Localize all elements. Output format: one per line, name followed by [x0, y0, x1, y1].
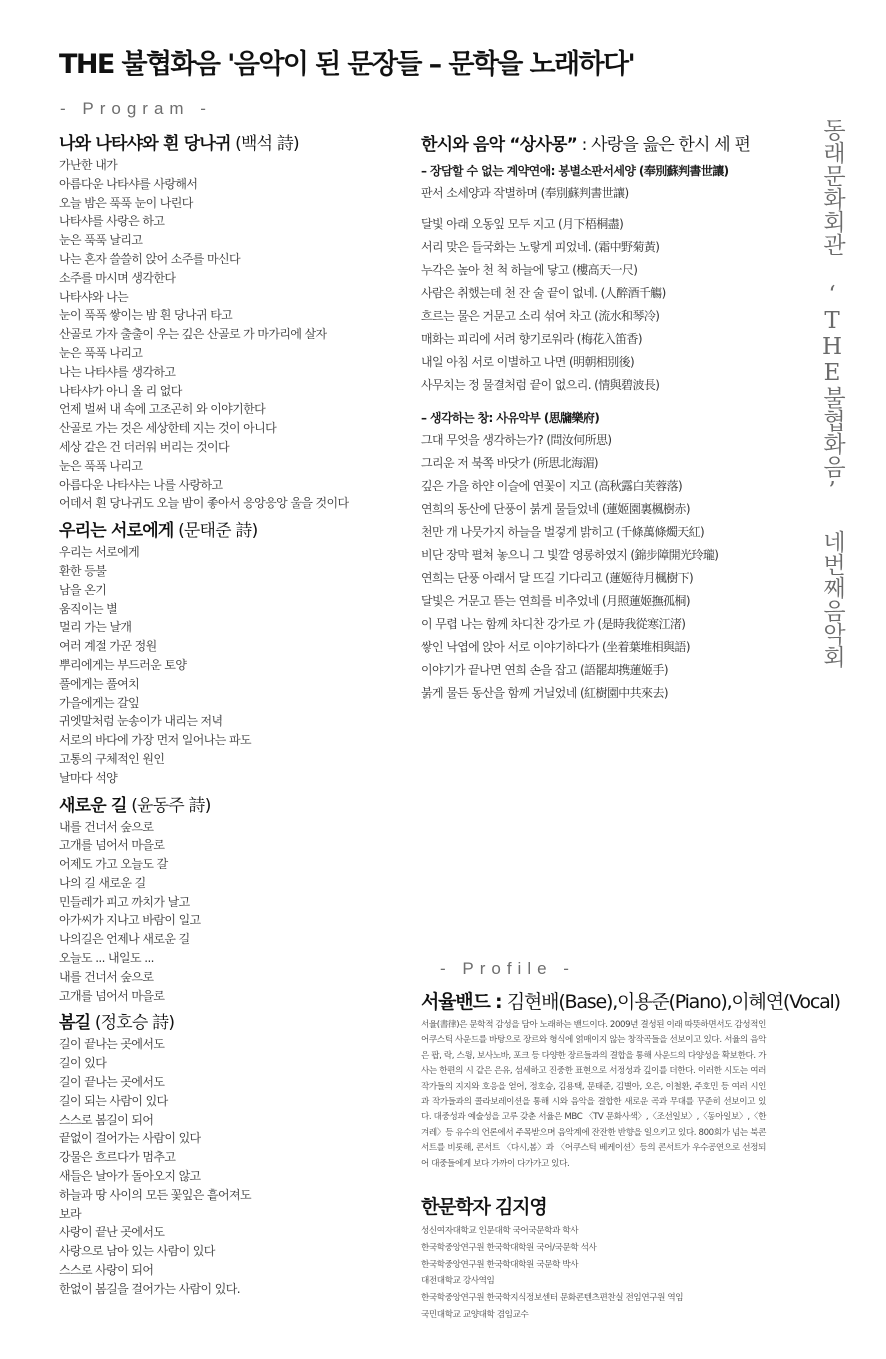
poem-title-text: 우리는 서로에게: [59, 521, 174, 542]
hansi-line: 그대 무엇을 생각하는가? (問汝何所思): [421, 433, 612, 447]
band-description: 서율(書律)은 문학적 감성을 담아 노래하는 밴드이다. 2009년 결성된 이래 따뜻하면서도 감성적인 어쿠스틱 사운드를 바탕으로 장르와 형식에 얽매이지 않는 창작곡들을 선보이고 있다. 서율의 음악은 팝, 락, 스윙, 보사노바, 포크 등 다양한 장르들과의 결합을 통해 사운드의 다양성을 확보한다. 가사는 한편의 시 같은 은유, 섬세하고 진중한 표현으로 서정성과 깊이를 더한다. 이러한 시도는 여러 작가들의 지지와 호응을 얻어, 정호승, 김용택, 문태준, 김별아, 오은, 이철환, 주호민 등 여러 시인과 작가들과의 콜라보레이션을 통해 시와 음악을 결합한 새로운 곡과 무대를 꾸준히 선보이고 있다. 대중성과 예술성을 고루 갖춘 서율은 MBC 〈TV 문화사색〉,〈조선일보〉,〈동아일보〉,〈한겨레〉등 유수의 언론에서 주목받으며 음악계에 잔잔한 반향을 일으키고 있다. 800회가 넘는 북콘서트를 비롯해, 콘서트 〈다시,봄〉과 〈어쿠스틱 베케이션〉등의 콘서트가 우수공연으로 선정되어 대중들에게 보다 가까이 다가가고 있다.: [421, 1020, 766, 1169]
poem-line: 움직이는 별: [59, 601, 118, 616]
hansi-line: 서리 맞은 들국화는 노랗게 피었네. (霜中野菊黃): [421, 240, 660, 254]
poem-line: 날마다 석양: [59, 770, 118, 785]
poem-title: [59, 519, 389, 543]
hansi-line: 연희의 동산에 단풍이 붉게 물들었네 (蓮姬園裏楓樹赤): [421, 502, 690, 516]
poem-line: 나타샤를 사랑은 하고: [59, 214, 165, 229]
poem-line: 스스로 봄길이 되어: [59, 1112, 154, 1127]
hansi-line: 사무치는 정 물결처럼 끝이 없으리. (情與碧波長): [421, 378, 660, 392]
poem-line: 산골로 가자 출출이 우는 깊은 산골로 가 마가리에 살자: [59, 327, 327, 342]
poem-spring-road: [59, 1011, 389, 1298]
poem-lines: [59, 543, 389, 787]
spacer: [421, 397, 781, 405]
poem-line: 남을 온기: [59, 582, 107, 597]
hansi-line: 비단 장막 펼쳐 놓으니 그 빛깔 영롱하였지 (錦步障開光玲瓏): [421, 548, 719, 562]
credential-item: 한국학중앙연구원 한국학대학원 국어/국문학 석사: [421, 1242, 597, 1253]
poem-author: (문태준 詩): [173, 521, 258, 542]
poem-line: 귀엣말처럼 눈송이가 내리는 저녁: [59, 714, 223, 729]
hansi-line: 그리운 저 북쪽 바닷가 (所思北海湄): [421, 456, 598, 470]
poem-line: 오늘 밤은 푹푹 눈이 나린다: [59, 195, 193, 210]
credential-item: 한국학중앙연구원 한국학지식정보센터 문화콘텐츠편찬실 전임연구원 역임: [421, 1293, 684, 1304]
poem-line: 서로의 바다에 가장 먼저 일어나는 파도: [59, 733, 251, 748]
poem-line: 사랑으로 남아 있는 사람이 있다: [59, 1244, 215, 1259]
side-banner: 동래문화회관 ‘THE불협화음’ 네번째음악회: [819, 118, 845, 668]
poem-line: 고개를 넘어서 마을로: [59, 988, 165, 1003]
credential-item: 국민대학교 교양대학 겸임교수: [421, 1309, 529, 1320]
poem-lines: [59, 1035, 389, 1298]
hansi-line: 이야기가 끝나면 연희 손을 잡고 (語罷却携蓮姬手): [421, 663, 668, 677]
hansi-line: 연희는 단풍 아래서 달 뜨길 기다리고 (蓮姬待月楓樹下): [421, 571, 694, 585]
poem-line: 나의길은 언제나 새로운 길: [59, 932, 190, 947]
poem-line: 여러 계절 가꾼 정원: [59, 639, 157, 654]
hansi-intro: 판서 소세양과 작별하며 (奉別蘇判書世讓): [421, 186, 629, 200]
hansi-lines: [421, 429, 781, 705]
band-name-prefix: 서율밴드 :: [421, 991, 507, 1013]
poem-new-road: [59, 794, 389, 1006]
poem-line: 하늘과 땅 사이의 모든 꽃잎은 흩어져도: [59, 1187, 251, 1202]
poem-line: 풀에게는 풀여치: [59, 676, 140, 691]
hansi-line: 매화는 피리에 서려 향기로워라 (梅花入笛香): [421, 332, 642, 346]
poem-lines: [59, 818, 389, 1006]
poem-line: 가을에게는 갈잎: [59, 695, 140, 710]
hansi-line: 이 무렵 나는 함께 차디찬 강가로 가 (是時我從寒江渚): [421, 617, 686, 631]
hansi-line: 달빛 아래 오동잎 모두 지고 (月下梧桐盡): [421, 217, 624, 231]
scholar-credentials: [421, 1223, 766, 1324]
poem-line: 오늘도 ... 내일도 ...: [59, 951, 154, 966]
poem-line: 눈은 푹푹 나리고: [59, 345, 143, 360]
poem-line: 가난한 내가: [59, 158, 118, 172]
poem-line: 나타샤와 나는: [59, 289, 129, 304]
hansi-line: 내일 아침 서로 이별하고 나면 (明朝相別後): [421, 355, 635, 369]
poem-line: 내를 건너서 숲으로: [59, 819, 154, 834]
band-members: 김현배(Base),이용준(Piano),이혜연(Vocal): [506, 991, 840, 1013]
poem-line: 눈이 푹푹 쌓이는 밤 흰 당나귀 타고: [59, 308, 233, 323]
credential-item: 한국학중앙연구원 한국학대학원 국문학 박사: [421, 1259, 579, 1270]
poem-line: 아름다운 나타샤는 나를 사랑하고: [59, 477, 223, 492]
profile-section-label: - Profile -: [440, 959, 575, 978]
hansi-line: 누각은 높아 천 척 하늘에 닿고 (樓高天一尺): [421, 263, 638, 277]
poem-line: 어데서 흰 당나귀도 오늘 밤이 좋아서 응앙응앙 울을 것이다: [59, 496, 349, 511]
scholar-name: 한문학자 김지영: [421, 1196, 547, 1218]
poem-line: 세상 같은 건 더러워 버리는 것이다: [59, 439, 229, 454]
hansi-line: 달빛은 거문고 뜯는 연희를 비추었네 (月照蓮姬撫孤桐): [421, 594, 690, 608]
spacer: [421, 205, 781, 213]
poem-title-text: 봄길: [59, 1013, 91, 1034]
hansi-line: 쌓인 낙엽에 앉아 서로 이야기하다가 (坐着葉堆相與語): [421, 640, 690, 654]
hansi-line: 붉게 물든 동산을 함께 거닐었네 (紅樹園中共來去): [421, 686, 668, 700]
band-profile: [421, 988, 840, 1172]
poem-line: 나의 길 새로운 길: [59, 875, 146, 890]
hansi-section-heading: – 장담할 수 없는 계약연애: 봉별소판서세양 (奉別蘇判書世讓): [421, 164, 729, 178]
poem-title-text: 나와 나타샤와 흰 당나귀: [59, 134, 231, 154]
hansi-column: [421, 132, 781, 705]
poem-line: 나는 혼자 쓸쓸히 앉어 소주를 마신다: [59, 251, 240, 266]
scholar-profile: [421, 1193, 766, 1324]
poem-line: 내를 건너서 숲으로: [59, 969, 154, 984]
poem-line: 사랑이 끝난 곳에서도: [59, 1225, 165, 1240]
credential-item: 대전대학교 강사역임: [421, 1276, 495, 1287]
poem-line: 길이 끝나는 곳에서도: [59, 1075, 165, 1090]
poem-title: [59, 132, 389, 156]
poem-line: 보라: [59, 1206, 81, 1221]
poem-line: 언제 벌써 내 속에 고조곤히 와 이야기한다: [59, 402, 266, 417]
poem-line: 아름다운 나타샤를 사랑해서: [59, 176, 198, 191]
poem-author: (윤동주 詩): [126, 795, 211, 816]
program-section-label: - Program -: [60, 99, 212, 118]
hansi-lines: [421, 182, 781, 205]
hansi-line: 깊은 가을 하얀 이슬에 연꽃이 지고 (高秋露白芙蓉落): [421, 479, 683, 493]
poem-author: (정호승 詩): [90, 1013, 175, 1034]
hansi-subtitle: : 사랑을 읊은 한시 세 편: [576, 135, 751, 155]
poem-line: 눈은 푹푹 날리고: [59, 233, 143, 248]
poem-lines: [59, 156, 389, 513]
hansi-line: 천만 개 나뭇가지 하늘을 벌겋게 밝히고 (千條萬條燭天紅): [421, 525, 705, 539]
poem-line: 우리는 서로에게: [59, 545, 140, 560]
poem-line: 나타샤가 아니 올 리 없다: [59, 383, 182, 398]
hansi-lines: [421, 213, 781, 397]
hansi-section-heading: – 생각하는 창: 사유악부 (思牖樂府): [421, 411, 600, 425]
poems-column: [59, 132, 389, 1305]
hansi-line: 흐르는 물은 거문고 소리 섞여 차고 (流水和琴冷): [421, 309, 660, 323]
poem-line: 고통의 구체적인 원인: [59, 751, 165, 766]
poem-line: 뿌리에게는 부드러운 토양: [59, 657, 187, 672]
poem-line: 어제도 가고 오늘도 갈: [59, 857, 168, 872]
poem-line: 길이 되는 사람이 있다: [59, 1093, 168, 1108]
hansi-title: [421, 132, 781, 158]
credential-item: 성신여자대학교 인문대학 국어국문학과 학사: [421, 1226, 579, 1236]
poem-line: 강물은 흐르다가 멈추고: [59, 1150, 176, 1165]
poem-line: 한없이 봄길을 걸어가는 사람이 있다.: [59, 1281, 240, 1296]
poem-natasha: [59, 132, 389, 513]
poem-line: 소주를 마시며 생각한다: [59, 270, 176, 285]
poem-line: 눈은 푹푹 나리고: [59, 458, 143, 473]
poem-line: 스스로 사랑이 되어: [59, 1263, 154, 1278]
band-name: [421, 988, 840, 1016]
poem-line: 나는 나타샤를 생각하고: [59, 364, 176, 379]
poem-line: 환한 등불: [59, 563, 107, 578]
poem-line: 길이 있다: [59, 1056, 107, 1071]
poem-title: [59, 1011, 389, 1035]
poem-to-each-other: [59, 519, 389, 787]
poem-title-text: 새로운 길: [59, 795, 127, 816]
poem-author: (백석 詩): [230, 134, 299, 154]
poem-line: 고개를 넘어서 마을로: [59, 838, 165, 853]
hansi-line: 사람은 취했는데 천 잔 술 끝이 없네. (人醉酒千觴): [421, 286, 666, 300]
hansi-title-text: 한시와 음악 “상사몽”: [421, 135, 577, 155]
poem-title: [59, 794, 389, 818]
poem-line: 멀리 가는 날개: [59, 620, 132, 635]
poem-line: 아가씨가 지나고 바람이 일고: [59, 913, 201, 928]
poem-line: 민들레가 피고 까치가 날고: [59, 894, 190, 909]
poem-line: 끝없이 걸어가는 사람이 있다: [59, 1131, 201, 1146]
poem-line: 산골로 가는 것은 세상한테 지는 것이 아니다: [59, 421, 277, 436]
poem-line: 새들은 날아가 돌아오지 않고: [59, 1169, 201, 1184]
page-title: THE 불협화음 '음악이 된 문장들 – 문학을 노래하다': [59, 49, 635, 80]
poem-line: 길이 끝나는 곳에서도: [59, 1037, 165, 1052]
